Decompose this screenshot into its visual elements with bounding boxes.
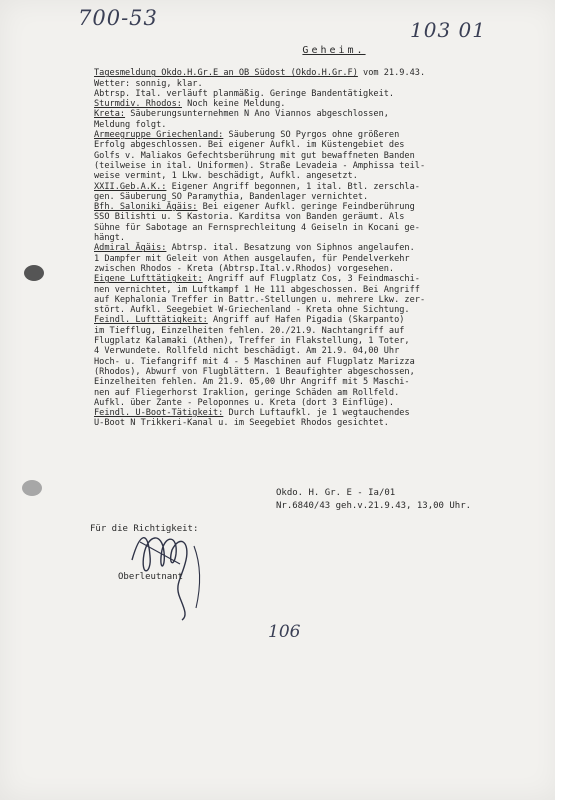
- certification-label: Für die Richtigkeit:: [90, 524, 199, 534]
- report-body: [94, 68, 534, 428]
- line-text: U-Boot N Trikkeri-Kanal u. im Seegebiet Rhodos gesichtet.: [94, 418, 389, 429]
- line-text: Durch Luftaufkl. je 1 wegtauchendes: [223, 408, 410, 419]
- line-text: 4 Verwundete. Rollfeld nicht beschädigt. Am 21.9. 04,00 Uhr: [94, 346, 400, 357]
- line-text: Bei eigener Aufkl. geringe Feindberührung: [197, 202, 415, 213]
- report-line: [94, 182, 534, 192]
- report-line: [94, 264, 534, 274]
- line-text: Erfolg abgeschlossen. Bei eigener Aufkl. im Küstengebiet des: [94, 140, 405, 151]
- sender-block: [276, 487, 471, 513]
- punch-hole-top: [24, 265, 44, 281]
- line-text: Abtrsp. Ital. verläuft planmäßig. Geringe Bandentätigkeit.: [94, 88, 395, 99]
- report-line: [94, 130, 534, 140]
- section-label: Feindl. Lufttätigkeit:: [94, 315, 208, 326]
- report-line: [94, 357, 534, 367]
- handwritten-signature: [110, 512, 220, 622]
- report-line: [94, 254, 534, 264]
- line-text: Säuberung SO Pyrgos ohne größeren: [223, 130, 400, 141]
- section-label: Feindl. U-Boot-Tätigkeit:: [94, 408, 224, 419]
- line-text: (teilweise in ital. Uniformen). Straße Levadeia - Amphissa teil-: [94, 160, 426, 171]
- document-heading: Geheim.: [302, 45, 366, 56]
- line-text: Hoch- u. Tiefangriff mit 4 - 5 Maschinen auf Flugplatz Marizza: [94, 356, 415, 367]
- line-text: im Tiefflug, Einzelheiten fehlen. 20./21.9. Nachtangriff auf: [94, 325, 405, 336]
- line-text: weise vermint, 1 Lkw. beschädigt, Aufkl. angesetzt.: [94, 171, 358, 182]
- line-text: Golfs v. Maliakos Gefechtsberührung mit gut bewaffneten Banden: [94, 150, 415, 161]
- line-text: nen auf Fliegerhorst Iraklion, geringe Schäden am Rollfeld.: [94, 387, 400, 398]
- report-line: [94, 408, 534, 418]
- line-text: gen. Säuberung SO Paramythia, Bandenlager vernichtet.: [94, 191, 369, 202]
- report-line: [94, 109, 534, 119]
- section-label: Eigene Lufttätigkeit:: [94, 274, 203, 285]
- report-line: [94, 202, 534, 212]
- report-line: [94, 171, 534, 181]
- report-line: [94, 212, 534, 222]
- report-line: [94, 79, 534, 89]
- line-text: vom 21.9.43.: [357, 68, 426, 79]
- report-line: [94, 140, 534, 150]
- section-label: XXII.Geb.A.K.:: [94, 181, 167, 192]
- report-line: [94, 367, 534, 377]
- report-line: [94, 295, 534, 305]
- punch-hole-bottom: [22, 480, 42, 496]
- scan-margin: [555, 0, 572, 800]
- section-label: Tagesmeldung Okdo.H.Gr.E an OB Südost (Okdo.H.Gr.F): [94, 68, 358, 79]
- report-line: [94, 346, 534, 356]
- section-label: Kreta:: [94, 109, 126, 120]
- report-line: [94, 285, 534, 295]
- report-line: [94, 233, 534, 243]
- sender-line: Okdo. H. Gr. E - Ia/01: [276, 488, 396, 498]
- line-text: Abtrsp. ital. Besatzung von Siphnos angelaufen.: [166, 243, 415, 254]
- signature-rank: Oberleutnant: [118, 572, 184, 582]
- line-text: stört. Aufkl. Seegebiet W-Griechenland - Kreta ohne Sichtung.: [94, 305, 410, 316]
- handwritten-reference-left: 700-53: [78, 6, 158, 30]
- report-line: [94, 192, 534, 202]
- line-text: zwischen Rhodos - Kreta (Abtrsp.Ital.v.Rhodos) vorgesehen.: [94, 263, 395, 274]
- section-label: Sturmdiv. Rhodos:: [94, 99, 182, 110]
- report-line: [94, 99, 534, 109]
- line-text: Noch keine Meldung.: [181, 99, 286, 110]
- line-text: Angriff auf Hafen Pigadia (Skarpanto): [207, 315, 405, 326]
- report-line: [94, 223, 534, 233]
- report-line: [94, 326, 534, 336]
- line-text: Säuberungsunternehmen N Ano Viannos abgeschlossen,: [125, 109, 389, 120]
- report-line: [94, 89, 534, 99]
- line-text: Angriff auf Flugplatz Cos, 3 Feindmaschi-: [202, 274, 420, 285]
- line-text: nen vernichtet, im Luftkampf 1 He 111 abgeschossen. Bei Angriff: [94, 284, 420, 295]
- report-line: [94, 243, 534, 253]
- report-line: [94, 398, 534, 408]
- line-text: Sühne für Sabotage an Fernsprechleitung 4 Geiseln in Kocani ge-: [94, 222, 420, 233]
- section-label: Admiral Ägäis:: [94, 243, 167, 254]
- section-label: Bfh. Saloniki Ägäis:: [94, 202, 198, 213]
- line-text: Meldung folgt.: [94, 119, 167, 130]
- report-line: [94, 151, 534, 161]
- line-text: Aufkl. über Zante - Peloponnes u. Kreta (dort 3 Einflüge).: [94, 397, 395, 408]
- line-text: (Rhodos), Abwurf von Flugblättern. 1 Beaufighter abgeschossen,: [94, 366, 415, 377]
- report-line: [94, 68, 534, 78]
- line-text: 1 Dampfer mit Geleit von Athen ausgelaufen, für Pendelverkehr: [94, 253, 410, 264]
- report-line: [94, 418, 534, 428]
- report-line: [94, 377, 534, 387]
- line-text: Flugplatz Kalamaki (Athen), Treffer in Flakstellung, 1 Toter,: [94, 336, 410, 347]
- report-line: [94, 336, 534, 346]
- handwritten-reference-right: 103 01: [410, 18, 486, 42]
- report-line: [94, 388, 534, 398]
- report-line: [94, 120, 534, 130]
- typed-report: [94, 46, 534, 429]
- line-text: SSO Bilishti u. S Kastoria. Karditsa von Banden geräumt. Als: [94, 212, 405, 223]
- line-text: Einzelheiten fehlen. Am 21.9. 05,00 Uhr Angriff mit 5 Maschi-: [94, 377, 410, 388]
- reference-number-line: Nr.6840/43 geh.v.21.9.43, 13,00 Uhr.: [276, 501, 472, 511]
- report-line: [94, 161, 534, 171]
- report-line: [94, 315, 534, 325]
- line-text: Wetter: sonnig, klar.: [94, 78, 203, 89]
- report-line: [94, 305, 534, 315]
- line-text: hängt.: [94, 233, 126, 244]
- report-line: [94, 274, 534, 284]
- section-label: Armeegruppe Griechenland:: [94, 130, 224, 141]
- line-text: Eigener Angriff begonnen, 1 ital. Btl. zerschla-: [166, 181, 420, 192]
- handwritten-page-number: 106: [268, 622, 301, 642]
- line-text: auf Kephalonia Treffer in Battr.-Stellungen u. mehrere Lkw. zer-: [94, 294, 426, 305]
